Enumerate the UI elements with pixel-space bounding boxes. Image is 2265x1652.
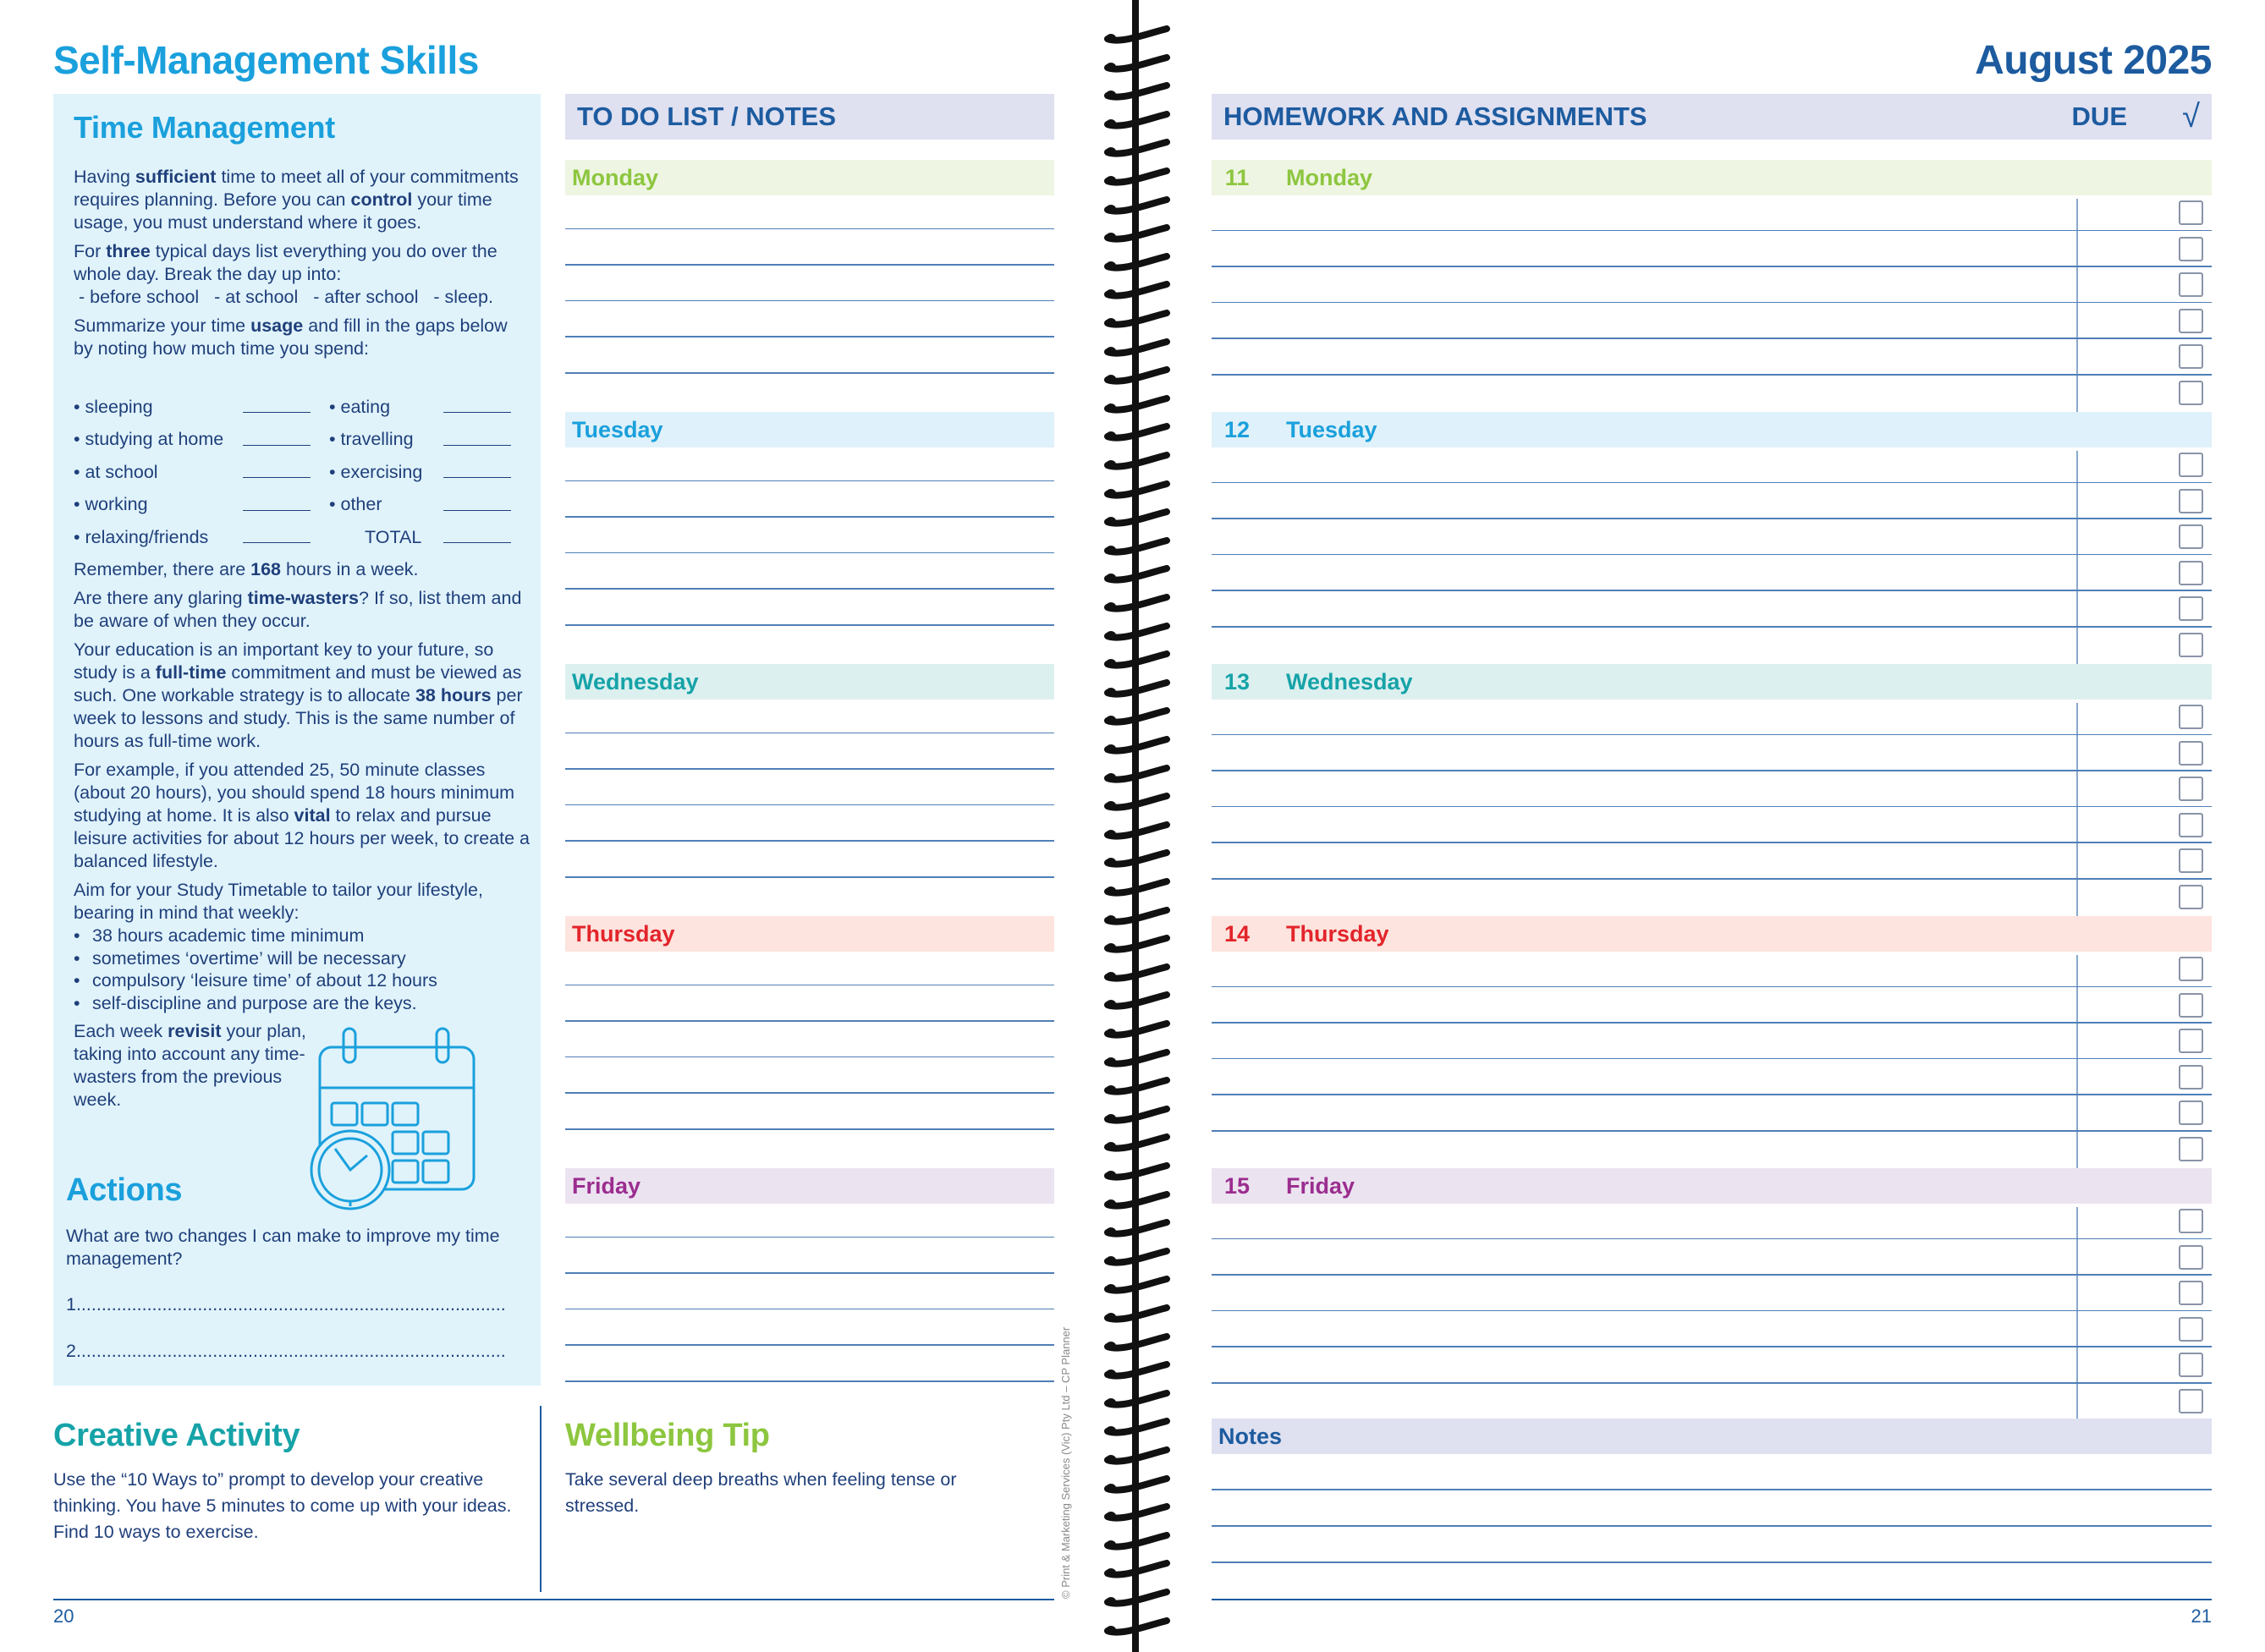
weekly-item: • sometimes ‘overtime’ will be necessary bbox=[74, 947, 531, 970]
activity-row bbox=[74, 391, 531, 424]
todo-line[interactable] bbox=[565, 1092, 1054, 1094]
todo-day-tuesday: Tuesday bbox=[565, 412, 1054, 447]
activity-blank[interactable] bbox=[243, 401, 311, 413]
homework-line[interactable] bbox=[1212, 230, 2212, 232]
spiral-coil bbox=[1104, 765, 1170, 783]
day-name: Friday bbox=[1286, 1172, 1355, 1199]
activity-blank[interactable] bbox=[443, 466, 511, 478]
homework-line[interactable] bbox=[1212, 518, 2212, 519]
todo-header: TO DO LIST / NOTES bbox=[565, 94, 1054, 140]
spiral-coil bbox=[1104, 565, 1170, 584]
homework-checkbox[interactable] bbox=[2179, 1317, 2203, 1342]
day-number: 14 bbox=[1223, 920, 1251, 947]
time-management-heading: Time Management bbox=[74, 110, 335, 145]
homework-line[interactable] bbox=[1212, 1274, 2212, 1276]
homework-checkbox[interactable] bbox=[2179, 1281, 2203, 1305]
spiral-coil bbox=[1104, 1304, 1170, 1323]
paragraph-1: Having sufficient time to meet all of your commitments requires planning. Before you can control your time usage, you must understand where it goes. bbox=[74, 167, 519, 233]
homework-checkbox[interactable] bbox=[2179, 1100, 2203, 1125]
spiral-coil bbox=[1104, 253, 1170, 272]
homework-checkbox[interactable] bbox=[2179, 1209, 2203, 1233]
activity-blank[interactable] bbox=[243, 466, 311, 478]
homework-line[interactable] bbox=[1212, 266, 2212, 267]
homework-line[interactable] bbox=[1212, 590, 2212, 591]
creative-activity-heading: Creative Activity bbox=[53, 1418, 300, 1453]
homework-checkbox[interactable] bbox=[2179, 596, 2203, 621]
spiral-coil bbox=[1104, 281, 1170, 299]
todo-line[interactable] bbox=[565, 1344, 1054, 1346]
homework-checkbox[interactable] bbox=[2179, 741, 2203, 766]
todo-line[interactable] bbox=[565, 300, 1054, 302]
spiral-coil bbox=[1104, 537, 1170, 556]
todo-day-monday: Monday bbox=[565, 160, 1054, 195]
homework-checkbox[interactable] bbox=[2179, 237, 2203, 261]
homework-checkbox[interactable] bbox=[2179, 381, 2203, 405]
day-name: Thursday bbox=[1286, 920, 1389, 947]
homework-day-friday bbox=[1212, 1168, 2212, 1204]
spiral-coil bbox=[1104, 963, 1170, 982]
todo-line[interactable] bbox=[565, 1057, 1054, 1058]
paragraph-8: Aim for your Study Timetable to tailor your lifestyle, bearing in mind that weekly: bbox=[74, 880, 483, 923]
day-parts: - before school - at school - after school - sleep. bbox=[74, 287, 493, 307]
homework-checkbox[interactable] bbox=[2179, 813, 2203, 837]
actions-answer-line-2[interactable]: 2..................................................................................... bbox=[66, 1341, 506, 1361]
weekly-item: • self-discipline and purpose are the keys. bbox=[74, 992, 531, 1015]
activity-label: • eating bbox=[329, 396, 391, 417]
homework-line[interactable] bbox=[1212, 626, 2212, 628]
activity-label: • relaxing/friends bbox=[74, 526, 209, 547]
paragraph-9: Each week revisit your plan, taking into account any time-wasters from the previous week. bbox=[74, 1021, 306, 1110]
page-title: Self-Management Skills bbox=[53, 38, 479, 82]
homework-checkbox[interactable] bbox=[2179, 561, 2203, 585]
homework-line[interactable] bbox=[1212, 554, 2212, 556]
homework-line[interactable] bbox=[1212, 374, 2212, 376]
spiral-coil bbox=[1104, 1133, 1170, 1152]
homework-checkbox[interactable] bbox=[2179, 309, 2203, 333]
day-name: Monday bbox=[1286, 164, 1373, 190]
spiral-coil bbox=[1104, 395, 1170, 414]
homework-line[interactable] bbox=[1212, 1238, 2212, 1240]
spiral-coil bbox=[1104, 707, 1170, 726]
spiral-coil bbox=[1104, 423, 1170, 442]
paragraph-4: Remember, there are 168 hours in a week. bbox=[74, 559, 419, 579]
todo-line[interactable] bbox=[565, 372, 1054, 374]
spiral-coil bbox=[1104, 1617, 1170, 1636]
wellbeing-tip-heading: Wellbeing Tip bbox=[565, 1418, 770, 1453]
spiral-coil bbox=[1104, 1106, 1170, 1124]
homework-checkbox[interactable] bbox=[2179, 1353, 2203, 1377]
homework-day-wednesday bbox=[1212, 664, 2212, 700]
homework-line[interactable] bbox=[1212, 1346, 2212, 1347]
homework-checkbox[interactable] bbox=[2179, 1065, 2203, 1089]
calendar-clock-icon bbox=[301, 1022, 482, 1215]
day-number: 15 bbox=[1223, 1172, 1251, 1199]
homework-line[interactable] bbox=[1212, 1310, 2212, 1312]
activity-list bbox=[74, 391, 531, 554]
todo-line[interactable] bbox=[565, 624, 1054, 626]
homework-checkbox[interactable] bbox=[2179, 524, 2203, 549]
activity-blank[interactable] bbox=[443, 401, 511, 413]
spiral-coil bbox=[1104, 54, 1170, 73]
homework-checkbox[interactable] bbox=[2179, 885, 2203, 909]
day-number: 13 bbox=[1223, 668, 1251, 694]
notes-line[interactable] bbox=[1212, 1561, 2212, 1563]
todo-line[interactable] bbox=[565, 552, 1054, 554]
todo-line[interactable] bbox=[565, 516, 1054, 518]
notes-line[interactable] bbox=[1212, 1525, 2212, 1527]
todo-line[interactable] bbox=[565, 228, 1054, 230]
homework-line[interactable] bbox=[1212, 1058, 2212, 1060]
spiral-coil bbox=[1104, 224, 1170, 243]
footer-rule-left bbox=[53, 1599, 1054, 1600]
activity-blank[interactable] bbox=[443, 499, 511, 511]
spiral-coil bbox=[1104, 1276, 1170, 1294]
homework-line[interactable] bbox=[1212, 1382, 2212, 1384]
spiral-coil bbox=[1104, 508, 1170, 527]
page-number-left: 20 bbox=[53, 1605, 74, 1627]
homework-line[interactable] bbox=[1212, 1094, 2212, 1095]
homework-checkbox[interactable] bbox=[2179, 633, 2203, 657]
activity-label: • exercising bbox=[329, 461, 423, 482]
homework-checkbox[interactable] bbox=[2179, 993, 2203, 1018]
homework-checkbox[interactable] bbox=[2179, 777, 2203, 801]
spiral-coil bbox=[1104, 1077, 1170, 1095]
section-divider bbox=[540, 1406, 542, 1592]
spiral-coil bbox=[1104, 650, 1170, 669]
spiral-coil bbox=[1104, 1503, 1170, 1522]
activity-blank[interactable] bbox=[443, 531, 511, 543]
homework-line[interactable] bbox=[1212, 806, 2212, 808]
homework-checkbox[interactable] bbox=[2179, 453, 2203, 477]
spiral-coil bbox=[1104, 1446, 1170, 1465]
actions-question: What are two changes I can make to improve my time management? bbox=[66, 1226, 500, 1269]
homework-line[interactable] bbox=[1212, 986, 2212, 988]
homework-checkbox[interactable] bbox=[2179, 1137, 2203, 1161]
spiral-coil bbox=[1104, 849, 1170, 868]
spiral-coil bbox=[1104, 1219, 1170, 1238]
activity-label: • other bbox=[329, 494, 382, 515]
spiral-coil bbox=[1104, 25, 1170, 44]
todo-line[interactable] bbox=[565, 1380, 1054, 1382]
activity-label: TOTAL bbox=[365, 526, 422, 547]
spiral-coil bbox=[1104, 452, 1170, 470]
weekly-item: • compulsory ‘leisure time’ of about 12 hours bbox=[74, 969, 531, 992]
activity-label: • studying at home bbox=[74, 429, 224, 450]
homework-checkbox[interactable] bbox=[2179, 1389, 2203, 1413]
todo-line[interactable] bbox=[565, 733, 1054, 734]
due-label: DUE bbox=[2071, 102, 2127, 131]
todo-line[interactable] bbox=[565, 985, 1054, 986]
time-management-text bbox=[74, 166, 531, 366]
actions-heading: Actions bbox=[66, 1172, 183, 1208]
todo-day-thursday: Thursday bbox=[565, 916, 1054, 952]
todo-day-friday: Friday bbox=[565, 1168, 1054, 1204]
homework-checkbox[interactable] bbox=[2179, 957, 2203, 981]
day-name: Tuesday bbox=[1286, 416, 1377, 442]
day-number: 11 bbox=[1224, 164, 1250, 190]
homework-checkbox[interactable] bbox=[2179, 272, 2203, 297]
spiral-coil bbox=[1104, 82, 1170, 101]
todo-column bbox=[565, 0, 1054, 1652]
todo-line[interactable] bbox=[565, 264, 1054, 266]
homework-day-monday bbox=[1212, 160, 2212, 195]
day-number: 12 bbox=[1223, 416, 1251, 442]
homework-line[interactable] bbox=[1212, 1022, 2212, 1024]
activity-label: • working bbox=[74, 494, 148, 515]
spiral-coil bbox=[1104, 821, 1170, 840]
spiral-coil bbox=[1104, 167, 1170, 186]
spiral-coil bbox=[1104, 310, 1170, 328]
todo-line[interactable] bbox=[565, 804, 1054, 806]
paragraph-5: Are there any glaring time-wasters? If so, list them and be aware of when they occur. bbox=[74, 588, 522, 631]
todo-line[interactable] bbox=[565, 1309, 1054, 1310]
spiral-coil bbox=[1104, 1162, 1170, 1181]
todo-line[interactable] bbox=[565, 588, 1054, 590]
spiral-coil bbox=[1104, 623, 1170, 641]
spiral-coil bbox=[1104, 935, 1170, 953]
homework-line[interactable] bbox=[1212, 302, 2212, 304]
todo-line[interactable] bbox=[565, 480, 1054, 482]
homework-line[interactable] bbox=[1212, 770, 2212, 771]
homework-checkbox[interactable] bbox=[2179, 344, 2203, 369]
spiral-coil bbox=[1104, 338, 1170, 357]
spiral-coil bbox=[1104, 1049, 1170, 1067]
spiral-coil bbox=[1104, 366, 1170, 385]
paragraph-6: Your education is an important key to your future, so study is a full-time commitment and must be viewed as such. One workable strategy is to allocate 38 hours per week to lessons and study. This is the same number of hours as full-time work. bbox=[74, 639, 523, 751]
activity-label: • sleeping bbox=[74, 396, 153, 417]
spiral-coil bbox=[1104, 1020, 1170, 1039]
homework-checkbox[interactable] bbox=[2179, 200, 2203, 225]
spiral-coil bbox=[1104, 594, 1170, 612]
spiral-coil bbox=[1104, 1532, 1170, 1550]
check-mark-icon: √ bbox=[2182, 98, 2200, 134]
month-title: August 2025 bbox=[1975, 38, 2212, 83]
activity-blank[interactable] bbox=[443, 434, 511, 446]
spiral-coil bbox=[1104, 878, 1170, 897]
spiral-coil bbox=[1104, 907, 1170, 925]
spiral-coil bbox=[1104, 111, 1170, 129]
homework-line[interactable] bbox=[1212, 878, 2212, 880]
todo-line[interactable] bbox=[565, 876, 1054, 878]
activity-blank[interactable] bbox=[243, 499, 311, 511]
activity-row bbox=[74, 521, 531, 554]
spiral-binding bbox=[0, 0, 1, 1]
activity-blank[interactable] bbox=[243, 434, 311, 446]
homework-line[interactable] bbox=[1212, 842, 2212, 843]
spiral-coil bbox=[1104, 1560, 1170, 1578]
activity-row bbox=[74, 456, 531, 489]
spiral-coil bbox=[1104, 139, 1170, 157]
homework-line[interactable] bbox=[1212, 1130, 2212, 1132]
todo-line[interactable] bbox=[565, 1237, 1054, 1238]
activity-label: • travelling bbox=[329, 429, 414, 450]
spiral-coil bbox=[1104, 991, 1170, 1010]
spiral-coil bbox=[1104, 1418, 1170, 1436]
notes-header: Notes bbox=[1212, 1419, 2212, 1454]
copyright-text: © Print & Marketing Services (Vic) Pty Ltd – CP Planner bbox=[1059, 1326, 1072, 1599]
todo-day-wednesday: Wednesday bbox=[565, 664, 1054, 700]
todo-line[interactable] bbox=[565, 768, 1054, 770]
weekly-item: • 38 hours academic time minimum bbox=[74, 925, 531, 947]
homework-checkbox[interactable] bbox=[2179, 1245, 2203, 1270]
paragraph-2: For three typical days list everything you do over the whole day. Break the day up into: bbox=[74, 241, 498, 284]
spiral-coil bbox=[1104, 1248, 1170, 1266]
notes-line[interactable] bbox=[1212, 1489, 2212, 1490]
weekly-list bbox=[74, 925, 531, 1014]
todo-line[interactable] bbox=[565, 1020, 1054, 1022]
activity-row bbox=[74, 489, 531, 522]
spiral-coil bbox=[1104, 736, 1170, 755]
activity-blank[interactable] bbox=[243, 531, 311, 543]
spiral-coil bbox=[1104, 679, 1170, 698]
homework-line[interactable] bbox=[1212, 734, 2212, 736]
homework-checkbox[interactable] bbox=[2179, 705, 2203, 729]
homework-day-tuesday bbox=[1212, 412, 2212, 447]
spiral-coil bbox=[1104, 1361, 1170, 1380]
todo-line[interactable] bbox=[565, 840, 1054, 842]
spiral-coil bbox=[1104, 196, 1170, 215]
spiral-coil bbox=[1104, 1191, 1170, 1210]
homework-checkbox[interactable] bbox=[2179, 848, 2203, 873]
homework-checkbox[interactable] bbox=[2179, 489, 2203, 513]
homework-line[interactable] bbox=[1212, 482, 2212, 484]
wellbeing-tip-text: Take several deep breaths when feeling tense or stressed. bbox=[565, 1469, 957, 1516]
spiral-coil bbox=[1104, 1589, 1170, 1607]
activity-row bbox=[74, 424, 531, 457]
todo-line[interactable] bbox=[565, 1128, 1054, 1130]
todo-line[interactable] bbox=[565, 1272, 1054, 1274]
spiral-coil bbox=[1104, 480, 1170, 499]
paragraph-3: Summarize your time usage and fill in the gaps below by noting how much time you spend: bbox=[74, 316, 508, 359]
homework-column bbox=[1212, 0, 2212, 1652]
creative-activity-text: Use the “10 Ways to” prompt to develop your creative thinking. You have 5 minutes to come up with your ideas. Find 10 ways to exercise. bbox=[53, 1469, 512, 1542]
spiral-coil bbox=[1104, 793, 1170, 811]
homework-day-thursday bbox=[1212, 916, 2212, 952]
spiral-coil bbox=[1104, 1333, 1170, 1352]
homework-header-label: HOMEWORK AND ASSIGNMENTS bbox=[1223, 102, 1647, 131]
homework-line[interactable] bbox=[1212, 338, 2212, 339]
paragraph-7: For example, if you attended 25, 50 minute classes (about 20 hours), you should spend 18 hours minimum studying at home. It is also vital to relax and pursue leisure activities for about 12 hours per week, to create a balanced lifestyle. bbox=[74, 760, 530, 871]
spiral-coil bbox=[1104, 1390, 1170, 1408]
spiral-coil bbox=[1104, 1475, 1170, 1494]
todo-line[interactable] bbox=[565, 336, 1054, 338]
homework-checkbox[interactable] bbox=[2179, 1029, 2203, 1053]
actions-answer-line-1[interactable]: 1..................................................................................... bbox=[66, 1294, 506, 1314]
page-number-right: 21 bbox=[2191, 1605, 2212, 1627]
activity-label: • at school bbox=[74, 461, 158, 482]
day-name: Wednesday bbox=[1286, 668, 1413, 694]
footer-rule-right bbox=[1212, 1599, 2212, 1600]
